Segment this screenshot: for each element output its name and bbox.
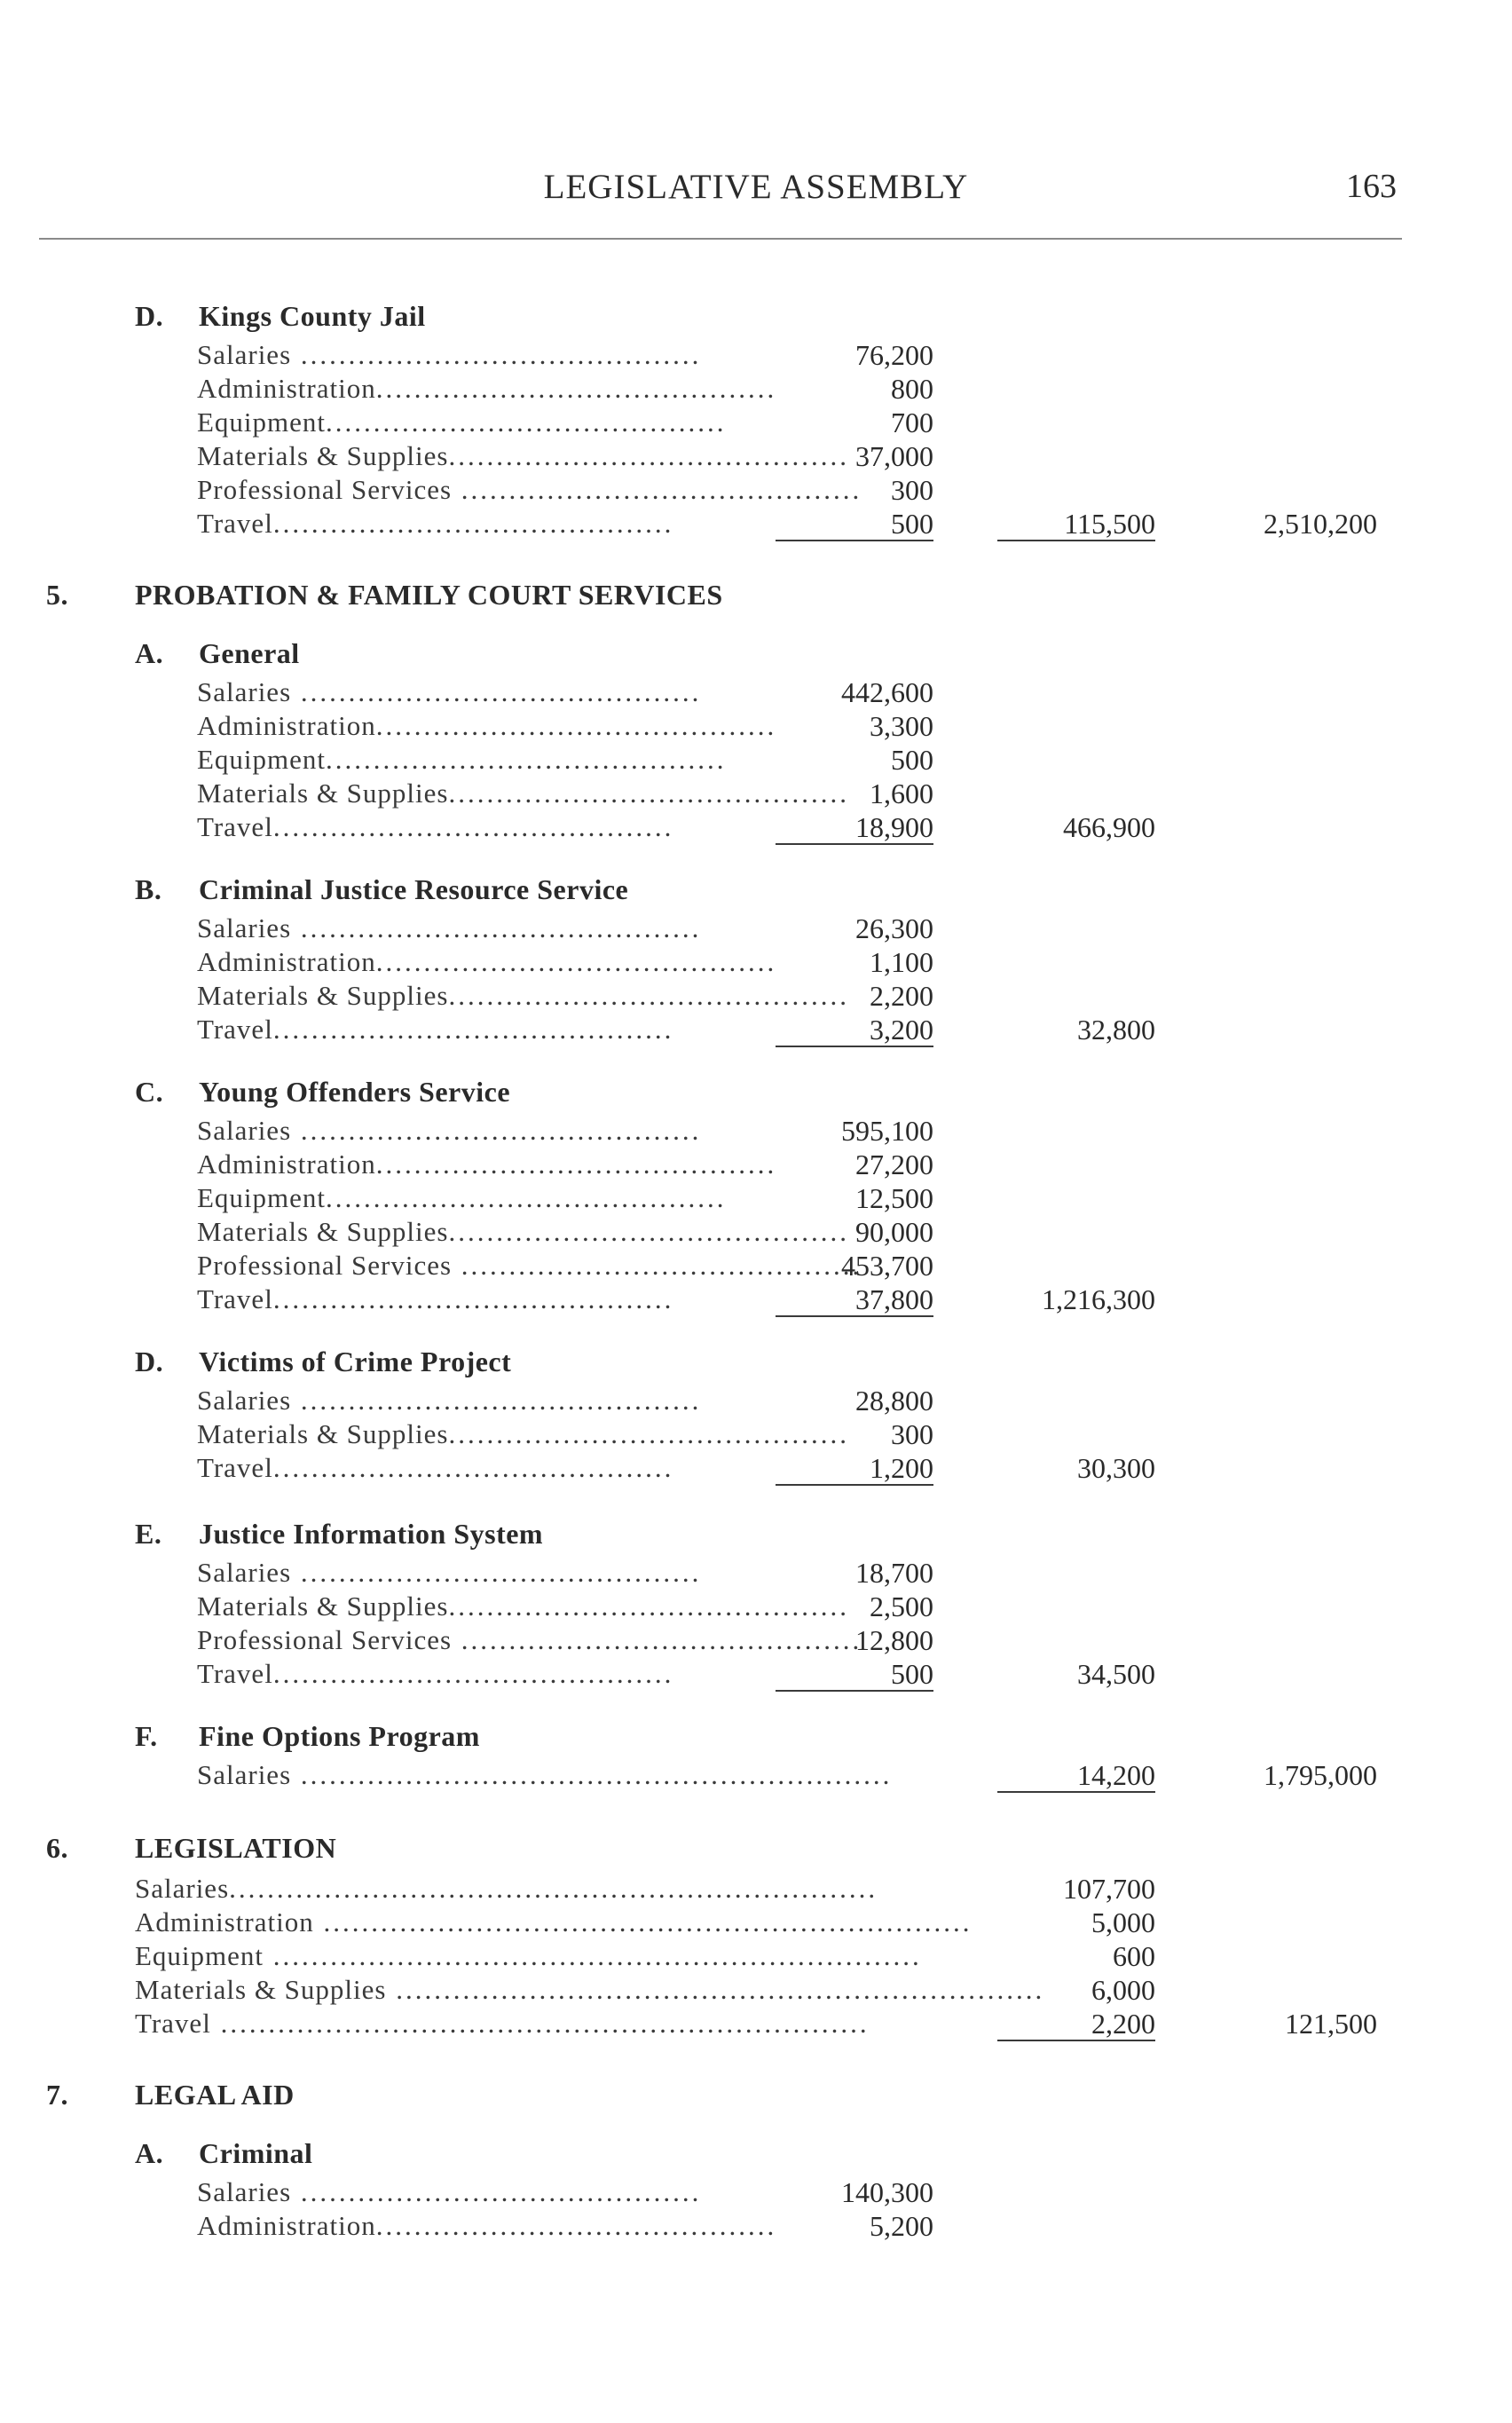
line-item-amount: 700 xyxy=(891,406,933,438)
subsection-title: Kings County Jail xyxy=(199,300,426,332)
subsection-title: Criminal Justice Resource Service xyxy=(199,873,629,905)
subtotal-amount: 30,300 xyxy=(1077,1452,1155,1484)
amount-underline xyxy=(776,540,933,541)
line-item-amount: 300 xyxy=(891,474,933,506)
line-item-label: Materials & Supplies.......................................... xyxy=(197,980,849,1011)
line-item-label: Equipment.......................................... xyxy=(197,1182,727,1213)
line-item-label: Materials & Supplies.......................................... xyxy=(197,440,849,471)
subsection-letter: F. xyxy=(135,1720,158,1752)
subsection-title: Victims of Crime Project xyxy=(199,1346,512,1377)
line-item-amount: 76,200 xyxy=(855,339,933,371)
line-item-label: Administration .................................................................... xyxy=(135,1906,973,1938)
line-item-amount: 12,800 xyxy=(855,1624,933,1656)
line-item-amount: 3,200 xyxy=(870,1014,933,1046)
subtotal-underline xyxy=(997,540,1155,541)
line-item-amount: 140,300 xyxy=(841,2176,933,2208)
amount-underline xyxy=(776,843,933,845)
line-item-amount: 26,300 xyxy=(855,912,933,944)
line-item-amount: 453,700 xyxy=(841,1250,933,1282)
line-item-label: Travel .................................................................... xyxy=(135,2008,870,2039)
line-item-amount: 800 xyxy=(891,373,933,405)
line-item-label: Travel.......................................... xyxy=(197,1658,674,1689)
line-item-amount: 6,000 xyxy=(1091,1974,1155,2006)
subsection-title: General xyxy=(199,637,300,669)
line-item-amount: 500 xyxy=(891,1658,933,1690)
line-item-amount: 595,100 xyxy=(841,1115,933,1147)
line-item-label: Professional Services .......................................... xyxy=(197,474,862,505)
section-total-amount: 1,795,000 xyxy=(1264,1759,1377,1791)
page-title: LEGISLATIVE ASSEMBLY xyxy=(543,168,969,206)
line-item-label: Administration.......................................... xyxy=(197,1148,777,1180)
line-item-amount: 1,200 xyxy=(870,1452,933,1484)
line-item-amount: 1,100 xyxy=(870,946,933,978)
line-item-amount: 500 xyxy=(891,744,933,776)
subtotal-amount: 34,500 xyxy=(1077,1658,1155,1690)
subtotal-amount: 115,500 xyxy=(1064,508,1155,540)
line-item-label: Travel.......................................... xyxy=(197,1014,674,1045)
line-item-label: Administration.......................................... xyxy=(197,2210,777,2241)
subsection-title: Fine Options Program xyxy=(199,1720,480,1752)
subsection-title: Criminal xyxy=(199,2137,313,2169)
subsection-title: Young Offenders Service xyxy=(199,1076,511,1108)
line-item-label: Salaries .......................................... xyxy=(197,1557,702,1588)
line-item-amount: 600 xyxy=(1113,1940,1155,1972)
line-item-label: Professional Services .......................................... xyxy=(197,1250,862,1281)
line-item-label: Travel.......................................... xyxy=(197,811,674,842)
line-item-label: Administration.......................................... xyxy=(197,373,777,404)
line-item-label: Salaries .............................................................. xyxy=(197,1759,893,1790)
line-item-amount: 27,200 xyxy=(855,1148,933,1180)
page-number: 163 xyxy=(1346,168,1397,205)
line-item-amount: 442,600 xyxy=(841,676,933,708)
amount-underline xyxy=(776,1315,933,1317)
subsection-letter: D. xyxy=(135,300,164,332)
subsection-letter: E. xyxy=(135,1518,162,1550)
section-total-amount: 2,510,200 xyxy=(1264,508,1377,540)
subtotal-amount: 466,900 xyxy=(1063,811,1155,843)
line-item-amount: 300 xyxy=(891,1418,933,1450)
line-item-amount: 1,600 xyxy=(870,777,933,809)
line-item-label: Salaries.................................................................... xyxy=(135,1873,878,1904)
subsection-letter: D. xyxy=(135,1346,164,1377)
line-item-label: Salaries .......................................... xyxy=(197,2176,702,2207)
line-item-label: Travel.......................................... xyxy=(197,1452,674,1483)
line-item-amount: 12,500 xyxy=(855,1182,933,1214)
section-title: LEGAL AID xyxy=(135,2079,295,2111)
line-item-amount: 3,300 xyxy=(870,710,933,742)
line-item-amount: 2,500 xyxy=(870,1590,933,1622)
line-item-amount: 2,200 xyxy=(1091,2008,1155,2040)
subtotal-amount: 32,800 xyxy=(1077,1014,1155,1046)
line-item-label: Materials & Supplies.......................................... xyxy=(197,1590,849,1622)
subsection-letter: C. xyxy=(135,1076,164,1108)
line-item-label: Administration.......................................... xyxy=(197,710,777,741)
line-item-label: Materials & Supplies.......................................... xyxy=(197,1216,849,1247)
section-title: PROBATION & FAMILY COURT SERVICES xyxy=(135,579,723,611)
subtotal-underline xyxy=(997,1791,1155,1793)
line-item-label: Travel.......................................... xyxy=(197,508,674,539)
line-item-label: Materials & Supplies.......................................... xyxy=(197,1418,849,1449)
amount-underline xyxy=(776,1046,933,1047)
line-item-label: Administration.......................................... xyxy=(197,946,777,977)
amount-underline xyxy=(776,1484,933,1486)
line-item-amount: 18,700 xyxy=(855,1557,933,1589)
line-item-amount: 5,000 xyxy=(1091,1906,1155,1938)
header-rule xyxy=(39,238,1402,240)
line-item-amount: 37,000 xyxy=(855,440,933,472)
line-item-amount: 37,800 xyxy=(855,1283,933,1315)
line-item-label: Equipment.......................................... xyxy=(197,406,727,438)
line-item-label: Salaries .......................................... xyxy=(197,1115,702,1146)
subsection-letter: B. xyxy=(135,873,162,905)
line-item-amount: 107,700 xyxy=(1063,1873,1155,1905)
line-item-amount: 5,200 xyxy=(870,2210,933,2242)
subtotal-amount: 1,216,300 xyxy=(1042,1283,1155,1315)
line-item-amount: 500 xyxy=(891,508,933,540)
line-item-label: Salaries .......................................... xyxy=(197,1385,702,1416)
line-item-label: Salaries .......................................... xyxy=(197,676,702,707)
subsection-letter: A. xyxy=(135,637,164,669)
section-number: 5. xyxy=(46,579,68,611)
subsection-title: Justice Information System xyxy=(199,1518,544,1550)
line-item-amount: 28,800 xyxy=(855,1385,933,1417)
amount-underline xyxy=(776,1690,933,1692)
line-item-label: Professional Services .......................................... xyxy=(197,1624,862,1655)
section-title: LEGISLATION xyxy=(135,1832,337,1864)
line-item-label: Salaries .......................................... xyxy=(197,339,702,370)
section-number: 6. xyxy=(46,1832,68,1864)
subsection-letter: A. xyxy=(135,2137,164,2169)
subtotal-amount: 14,200 xyxy=(1077,1759,1155,1791)
line-item-amount: 90,000 xyxy=(855,1216,933,1248)
section-number: 7. xyxy=(46,2079,68,2111)
section-total-amount: 121,500 xyxy=(1285,2008,1377,2040)
line-item-label: Materials & Supplies.......................................... xyxy=(197,777,849,809)
line-item-amount: 2,200 xyxy=(870,980,933,1012)
line-item-amount: 18,900 xyxy=(855,811,933,843)
line-item-label: Travel.......................................... xyxy=(197,1283,674,1314)
subtotal-underline xyxy=(997,2040,1155,2041)
line-item-label: Equipment .................................................................... xyxy=(135,1940,922,1971)
line-item-label: Salaries .......................................... xyxy=(197,912,702,943)
line-item-label: Equipment.......................................... xyxy=(197,744,727,775)
line-item-label: Materials & Supplies .................................................................... xyxy=(135,1974,1045,2005)
